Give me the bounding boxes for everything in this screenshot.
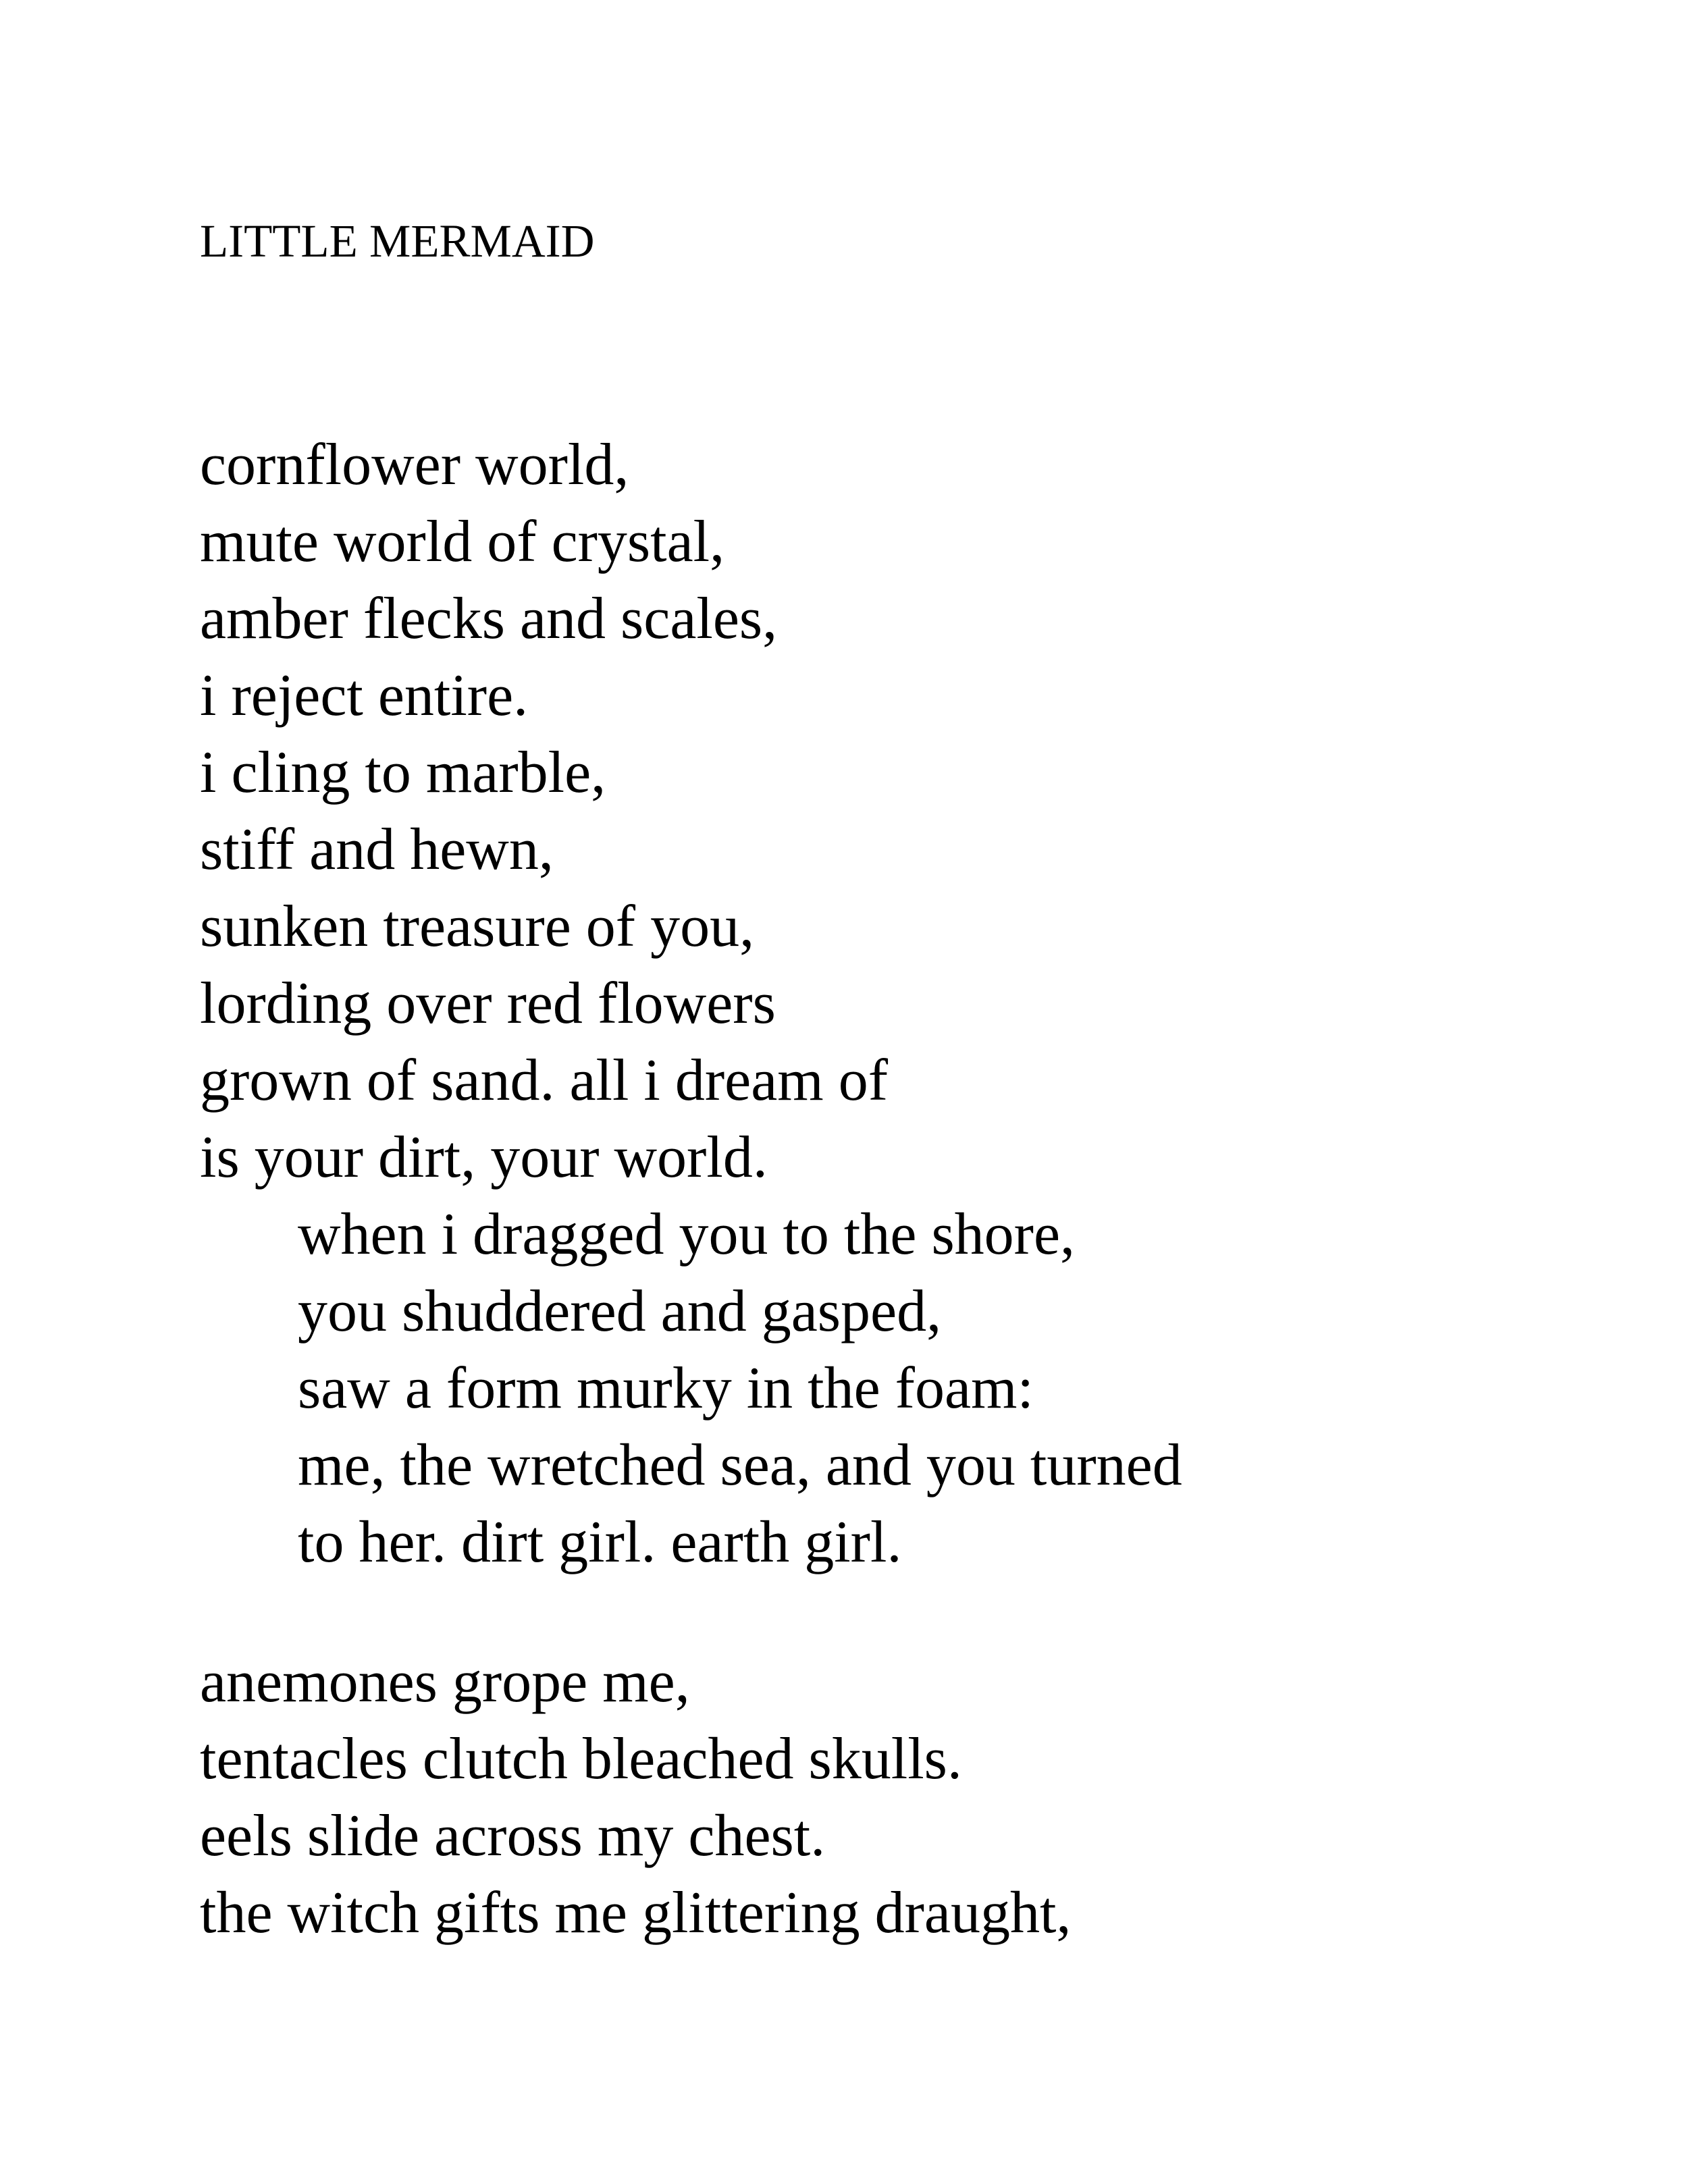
poem-line: to her. dirt girl. earth girl. bbox=[298, 1510, 902, 1575]
poem-line: mute world of crystal, bbox=[200, 509, 725, 575]
stanza-2-indented bbox=[298, 1196, 1182, 1581]
poem-line: amber flecks and scales, bbox=[200, 586, 778, 651]
poem-line: the witch gifts me glittering draught, bbox=[200, 1880, 1072, 1946]
poem-line: saw a form murky in the foam: bbox=[298, 1356, 1034, 1421]
poem-line: i cling to marble, bbox=[200, 740, 606, 805]
poem-title: LITTLE MERMAID bbox=[200, 215, 595, 267]
poem-line: anemones grope me, bbox=[200, 1649, 690, 1715]
poem-line: eels slide across my chest. bbox=[200, 1803, 826, 1869]
poem-line: sunken treasure of you, bbox=[200, 894, 755, 959]
poem-line: you shuddered and gasped, bbox=[298, 1279, 942, 1344]
poem-line: i reject entire. bbox=[200, 663, 529, 728]
poem-line: me, the wretched sea, and you turned bbox=[298, 1433, 1182, 1498]
stanza-3 bbox=[200, 1644, 1071, 1952]
poem-line: is your dirt, your world. bbox=[200, 1125, 768, 1190]
poem-line: tentacles clutch bleached skulls. bbox=[200, 1726, 962, 1792]
poem-line: lording over red flowers bbox=[200, 971, 776, 1036]
poem-line: cornflower world, bbox=[200, 432, 629, 498]
poem-line: grown of sand. all i dream of bbox=[200, 1048, 889, 1113]
poem-line: when i dragged you to the shore, bbox=[298, 1202, 1076, 1267]
poem-line: stiff and hewn, bbox=[200, 817, 554, 882]
stanza-1 bbox=[200, 427, 888, 1196]
